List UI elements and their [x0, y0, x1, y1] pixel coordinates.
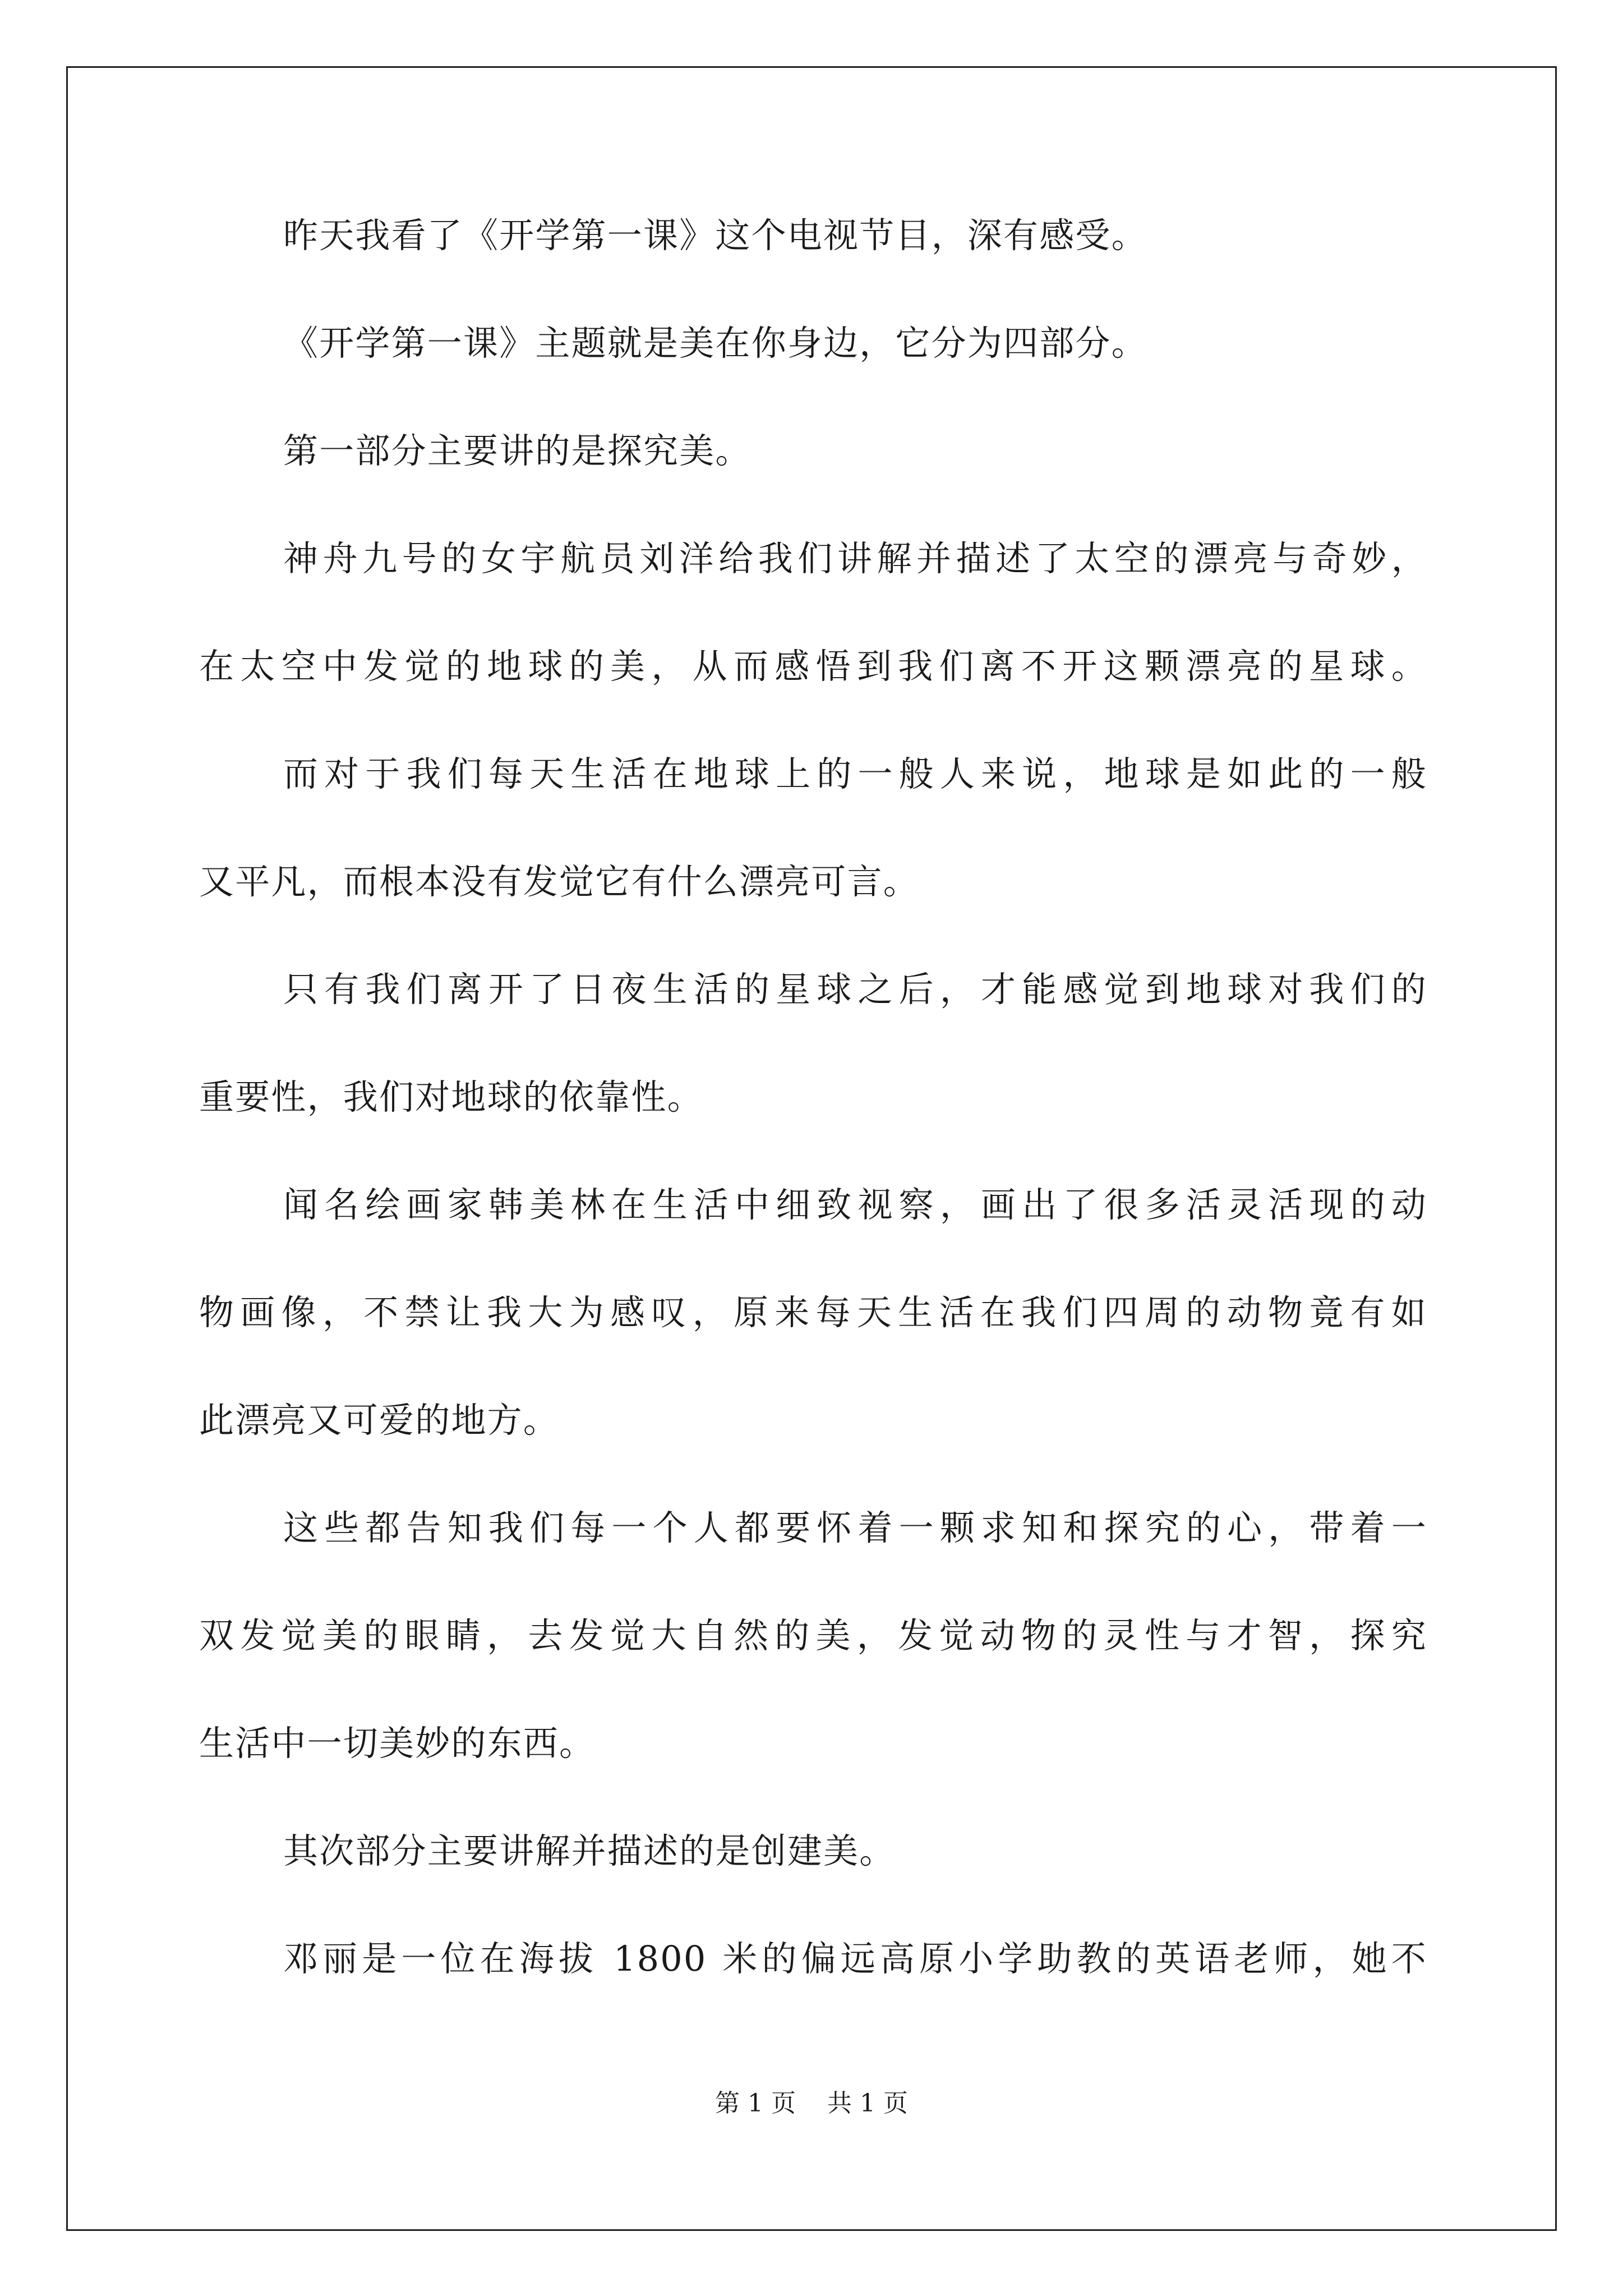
- paragraph-line: 邓丽是一位在海拔 1800 米的偏远高原小学助教的英语老师，她不: [283, 1938, 1427, 1979]
- paragraph-line: 而对于我们每天生活在地球上的一般人来说，地球是如此的一般: [283, 753, 1427, 794]
- paragraph-line: 第一部分主要讲的是探究美。: [283, 430, 751, 471]
- paragraph-line: 闻名绘画家韩美林在生活中细致视察，画出了很多活灵活现的动: [283, 1184, 1427, 1225]
- paragraph-line: 生活中一切美妙的东西。: [199, 1723, 596, 1764]
- paragraph-line: 此漂亮又可爱的地方。: [199, 1400, 560, 1441]
- page-number-footer: 第 1 页 共 1 页: [715, 2089, 908, 2118]
- paragraph-line: 重要性，我们对地球的依靠性。: [199, 1076, 703, 1117]
- page-border: [66, 66, 1557, 2231]
- paragraph-line: 其次部分主要讲解并描述的是创建美。: [283, 1830, 896, 1871]
- paragraph-line: 又平凡，而根本没有发觉它有什么漂亮可言。: [199, 861, 920, 902]
- paragraph-line: 这些都告知我们每一个人都要怀着一颗求知和探究的心，带着一: [283, 1507, 1427, 1548]
- paragraph-line: 只有我们离开了日夜生活的星球之后，才能感觉到地球对我们的: [283, 969, 1427, 1010]
- paragraph-line: 神舟九号的女宇航员刘洋给我们讲解并描述了太空的漂亮与奇妙，: [283, 538, 1427, 579]
- paragraph-line: 在太空中发觉的地球的美，从而感悟到我们离不开这颗漂亮的星球。: [199, 646, 1427, 687]
- paragraph-line: 物画像，不禁让我大为感叹，原来每天生活在我们四周的动物竟有如: [199, 1292, 1427, 1333]
- paragraph-line: 双发觉美的眼睛，去发觉大自然的美，发觉动物的灵性与才智，探究: [199, 1615, 1427, 1656]
- paragraph-line: 昨天我看了《开学第一课》这个电视节目，深有感受。: [283, 215, 1147, 256]
- paragraph-line: 《开学第一课》主题就是美在你身边，它分为四部分。: [283, 323, 1147, 364]
